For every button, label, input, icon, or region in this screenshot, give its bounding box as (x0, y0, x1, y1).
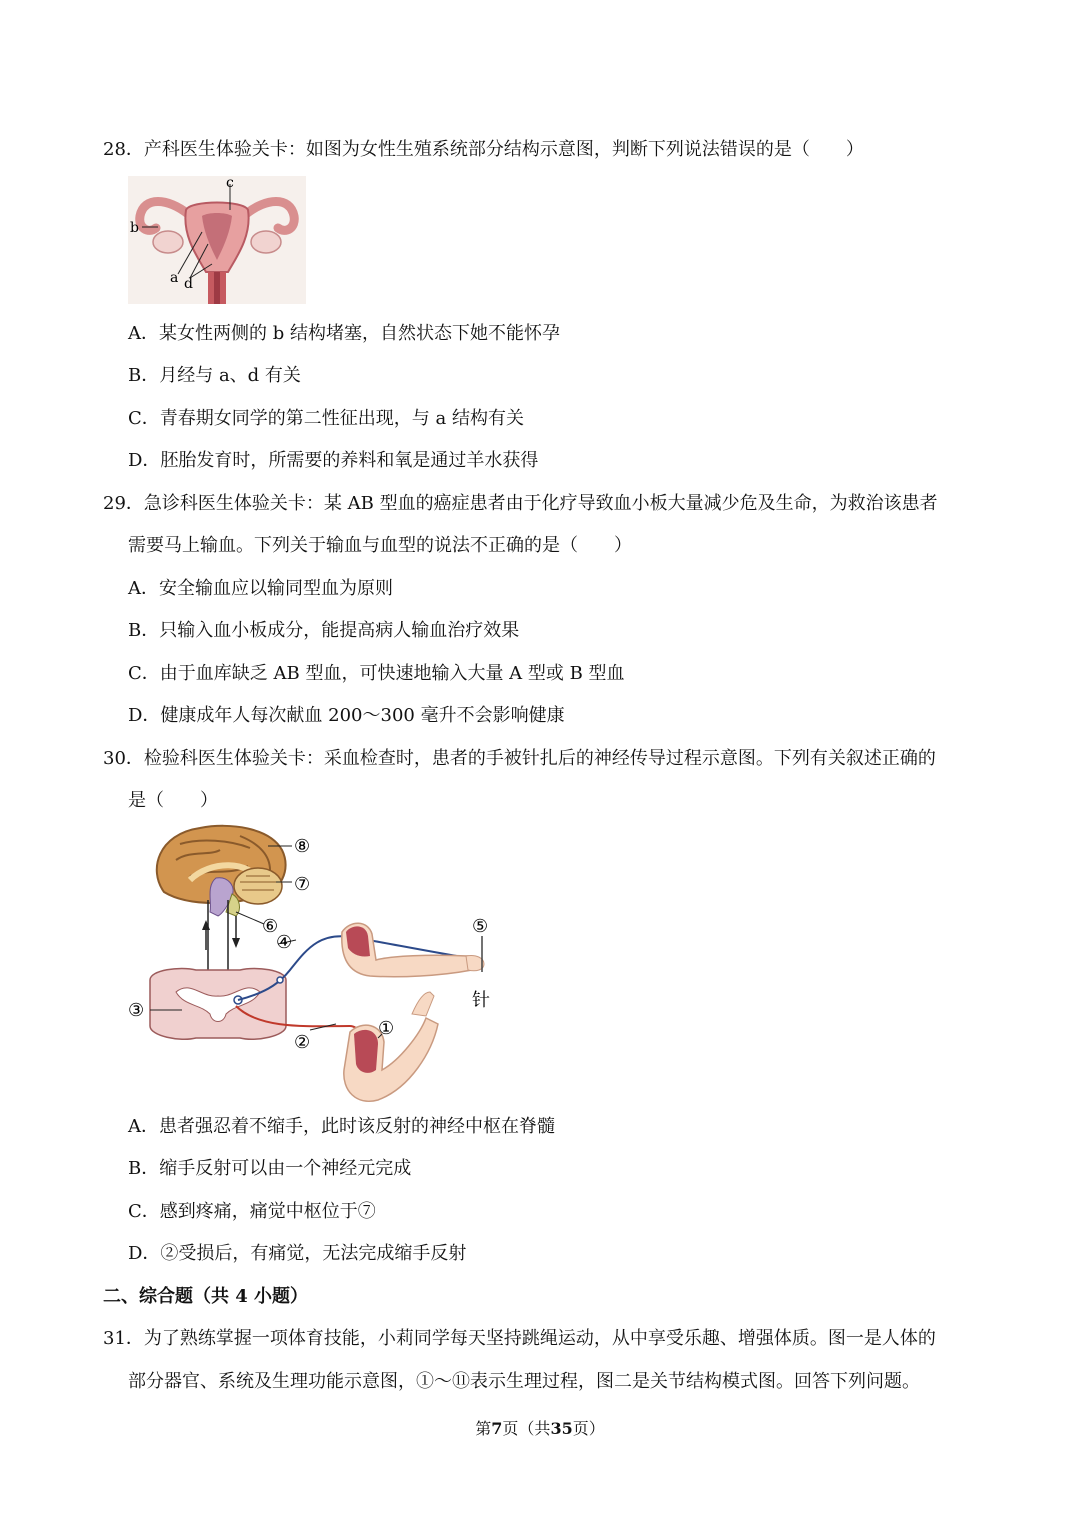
footer-mid: 页（共 (502, 1419, 551, 1438)
q30-stem-line2: 是（ ） (128, 790, 218, 811)
q30-option-d: D．②受损后，有痛觉，无法完成缩手反射 (128, 1243, 467, 1264)
footer-post: 页） (572, 1419, 605, 1438)
q29-option-a: A．安全输血应以输同型血为原则 (128, 578, 393, 599)
label-b: b (130, 220, 139, 236)
reflex-arc-diagram-svg (120, 820, 510, 1106)
q29-stem-line2: 需要马上输血。下列关于输血与血型的说法不正确的是（ ） (128, 535, 632, 556)
section-heading: 二、综合题（共 4 小题） (103, 1286, 309, 1307)
label-4: ④ (276, 932, 293, 953)
q29-option-b: B．只输入血小板成分，能提高病人输血治疗效果 (128, 620, 520, 641)
q31-stem-line2: 部分器官、系统及生理功能示意图，①～⑪表示生理过程，图二是关节结构模式图。回答下列问题。 (128, 1371, 920, 1392)
page-footer (0, 1416, 1080, 1439)
label-needle: 针 (472, 990, 490, 1011)
uterus-diagram-svg (128, 176, 306, 304)
q28-option-b: B．月经与 a、d 有关 (128, 365, 301, 386)
footer-page-number: 7 (491, 1419, 503, 1438)
q28-option-c: C．青春期女同学的第二性征出现，与 a 结构有关 (128, 408, 524, 429)
q28-option-d: D．胚胎发育时，所需要的养料和氧是通过羊水获得 (128, 450, 539, 471)
label-a: a (170, 270, 179, 286)
q28-option-a: A．某女性两侧的 b 结构堵塞，自然状态下她不能怀孕 (128, 323, 560, 344)
label-2: ② (294, 1032, 311, 1053)
footer-total-pages: 35 (550, 1419, 573, 1438)
label-5: ⑤ (472, 916, 489, 937)
footer-pre: 第 (475, 1419, 492, 1438)
q30-stem-line1: 30．检验科医生体验关卡：采血检查时，患者的手被针扎后的神经传导过程示意图。下列有关叙述正确的 (103, 748, 936, 769)
q30-option-b: B．缩手反射可以由一个神经元完成 (128, 1158, 412, 1179)
label-c: c (226, 176, 234, 191)
q29-option-d: D．健康成年人每次献血 200～300 毫升不会影响健康 (128, 705, 565, 726)
label-7: ⑦ (294, 874, 311, 895)
q29-option-c: C．由于血库缺乏 AB 型血，可快速地输入大量 A 型或 B 型血 (128, 663, 625, 684)
label-d: d (184, 276, 193, 292)
q31-stem-line1: 31．为了熟练掌握一项体育技能，小莉同学每天坚持跳绳运动，从中享受乐趣、增强体质。图一是人体的 (103, 1328, 936, 1349)
q29-stem-line1: 29．急诊科医生体验关卡：某 AB 型血的癌症患者由于化疗导致血小板大量减少危及生命，为救治该患者 (103, 493, 938, 514)
q30-reflex-arc-figure (120, 820, 510, 1106)
label-6: ⑥ (262, 916, 279, 937)
q30-option-c: C．感到疼痛，痛觉中枢位于⑦ (128, 1201, 376, 1222)
q28-female-reproductive-figure (128, 176, 306, 304)
label-8: ⑧ (294, 836, 311, 857)
q30-option-a: A．患者强忍着不缩手，此时该反射的神经中枢在脊髓 (128, 1116, 555, 1137)
q28-stem: 28．产科医生体验关卡：如图为女性生殖系统部分结构示意图，判断下列说法错误的是（ ） (103, 139, 864, 160)
label-3: ③ (128, 1000, 145, 1021)
label-1: ① (378, 1018, 395, 1039)
